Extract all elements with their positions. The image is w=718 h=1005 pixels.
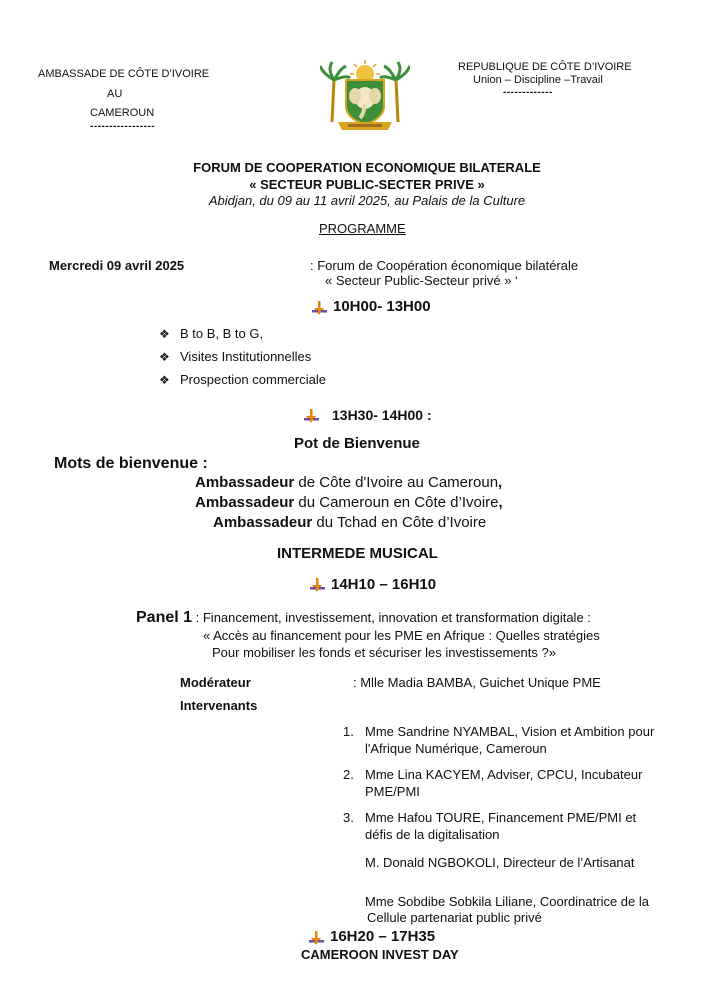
programme-heading: PROGRAMME (319, 221, 406, 236)
musical-interlude: INTERMEDE MUSICAL (277, 545, 438, 562)
speaker-number: 1. (343, 724, 354, 739)
moderator-label: Modérateur (180, 675, 251, 690)
welcome-speaker-2: Ambassadeur du Cameroun en Côte d’Ivoire, (195, 494, 503, 511)
welcome-drink-title: Pot de Bienvenue (294, 435, 420, 452)
panel-question-1: « Accès au financement pour les PME en Afrique : Quelles stratégies (203, 628, 600, 643)
republic-dots: ------------- (503, 87, 553, 98)
diamond-bullet-icon: ❖ (159, 327, 170, 341)
forum-subtitle: « SECTEUR PUBLIC-SECTER PRIVE » (249, 177, 485, 192)
panel-heading: Panel 1 : Financement, investissement, innovation et transformation digitale : (136, 609, 591, 626)
forum-location: Abidjan, du 09 au 11 avril 2025, au Palais de la Culture (208, 193, 526, 208)
moderator-name: : Mlle Madia BAMBA, Guichet Unique PME (353, 675, 601, 690)
slot2-time: 13H30- 14H00 : (332, 407, 432, 423)
diamond-bullet-icon: ❖ (159, 373, 170, 387)
day-date: Mercredi 09 avril 2025 (49, 258, 185, 273)
speaker-number: 3. (343, 810, 354, 825)
speaker-extra-1: M. Donald NGBOKOLI, Directeur de l’Artisanat (365, 855, 635, 870)
welcome-speaker-3: Ambassadeur du Tchad en Côte d’Ivoire (213, 514, 487, 531)
speaker-1-line-2: l'Afrique Numérique, Cameroun (365, 741, 547, 756)
speaker-extra-2-line-2: Cellule partenariat public privé (367, 910, 542, 925)
republic-motto: Union – Discipline –Travail (473, 74, 603, 86)
speaker-number: 2. (343, 767, 354, 782)
slot3-time: 14H10 – 16H10 (331, 576, 437, 593)
republic-name: REPUBLIQUE DE CÔTE D’IVOIRE (458, 61, 632, 73)
cameroon-invest-day: CAMEROON INVEST DAY (301, 947, 459, 962)
day-description-1: : Forum de Coopération économique bilatérale (310, 258, 579, 273)
embassy-dots: ----------------- (90, 121, 156, 132)
slot1-bullet-3: Prospection commerciale (180, 372, 326, 387)
day-description-2: « Secteur Public-Secteur privé » ‘ (325, 273, 518, 288)
speakers-label: Intervenants (180, 698, 258, 713)
slot1-time: 10H00- 13H00 (333, 298, 431, 315)
arrow-bullet-icon (311, 300, 327, 316)
embassy-name: AMBASSADE DE CÔTE D’IVOIRE (38, 68, 210, 80)
welcome-words-label: Mots de bienvenue : (54, 455, 208, 472)
embassy-country: CAMEROUN (90, 107, 155, 119)
speaker-2-line-2: PME/PMI (365, 784, 420, 799)
slot1-bullet-2: Visites Institutionnelles (180, 349, 312, 364)
speaker-2-line-1: Mme Lina KACYEM, Adviser, CPCU, Incubateur (365, 767, 643, 782)
welcome-speaker-1: Ambassadeur de Côte d'Ivoire au Cameroun, (195, 474, 503, 491)
slot1-bullet-1: B to B, B to G, (180, 326, 264, 341)
arrow-bullet-icon (308, 930, 324, 946)
arrow-bullet-icon (303, 408, 319, 424)
coat-of-arms-emblem (320, 60, 410, 132)
slot4-time: 16H20 – 17H35 (330, 928, 436, 945)
speaker-extra-2-line-1: Mme Sobdibe Sobkila Liliane, Coordinatrice de la (365, 894, 649, 909)
diamond-bullet-icon: ❖ (159, 350, 170, 364)
embassy-au: AU (107, 88, 123, 100)
panel-question-2: Pour mobiliser les fonds et sécuriser les investissements ?» (212, 645, 556, 660)
speaker-3-line-1: Mme Hafou TOURE, Financement PME/PMI et (365, 810, 637, 825)
speaker-1-line-1: Mme Sandrine NYAMBAL, Vision et Ambition pour (365, 724, 655, 739)
forum-title: FORUM DE COOPERATION ECONOMIQUE BILATERALE (193, 160, 541, 175)
arrow-bullet-icon (309, 577, 325, 593)
speaker-3-line-2: défis de la digitalisation (365, 827, 500, 842)
